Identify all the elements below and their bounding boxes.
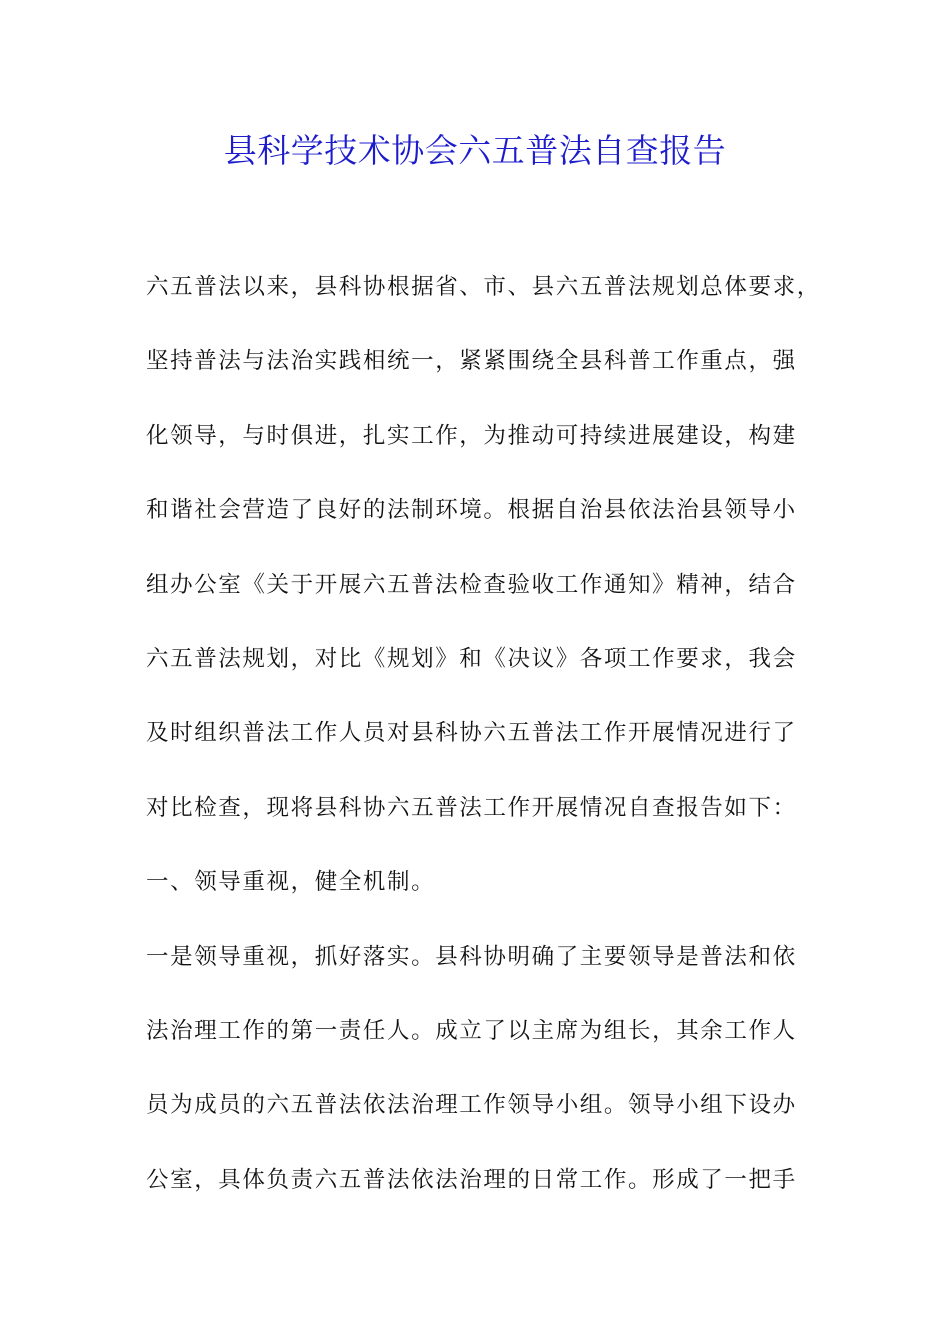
body-line: 及时组织普法工作人员对县科协六五普法工作开展情况进行了 [146,720,797,747]
body-line: 化领导，与时俱进，扎实工作，为推动可持续进展建设，构建 [146,422,797,449]
body-line: 坚持普法与法治实践相统一，紧紧围绕全县科普工作重点，强 [146,348,797,375]
document-body [146,262,821,1229]
body-line: 法治理工作的第一责任人。成立了以主席为组长，其余工作人 [146,1017,797,1044]
body-line: 公室，具体负责六五普法依法治理的日常工作。形成了一把手 [146,1166,797,1193]
body-line: 组办公室《关于开展六五普法检查验收工作通知》精神，结合 [146,571,797,598]
body-line: 六五普法以来，县科协根据省、市、县六五普法规划总体要求， [146,274,821,300]
body-line: 和谐社会营造了良好的法制环境。根据自治县依法治县领导小 [146,497,797,524]
document-title: 县科学技术协会六五普法自查报告 [223,131,727,170]
section-heading: 一、领导重视，健全机制。 [146,869,436,896]
body-line: 六五普法规划，对比《规划》和《决议》各项工作要求，我会 [146,645,797,672]
body-line: 一是领导重视，抓好落实。县科协明确了主要领导是普法和依 [146,943,797,970]
body-line: 员为成员的六五普法依法治理工作领导小组。领导小组下设办 [146,1092,797,1119]
body-line: 对比检查，现将县科协六五普法工作开展情况自查报告如下： [146,794,797,821]
